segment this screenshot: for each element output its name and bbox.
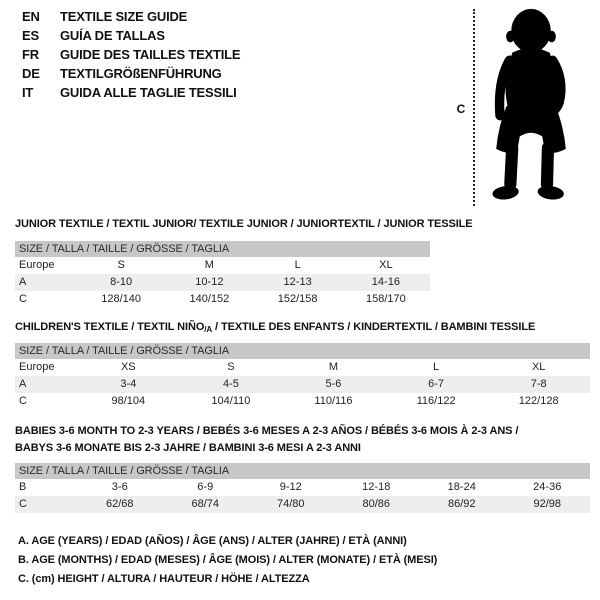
cell: 74/80 [276,498,305,510]
heading-subscript: /A [204,325,213,334]
junior-size-table [15,241,430,308]
cell: 140/152 [189,293,230,305]
legend-line-b: B. AGE (MONTHS) / EDAD (MESES) / ÂGE (MOIS) / ALTER (MONATE) / ETÀ (MESI) [18,554,438,566]
table-row [15,376,590,393]
cell: XL [531,361,546,373]
language-list [22,7,240,102]
size-header-bar: SIZE / TALLA / TAILLE / GRÖSSE / TAGLIA [15,241,430,257]
cell: 8-10 [110,276,133,288]
table-row [15,359,590,376]
cell: XS [120,361,136,373]
measure-legend [18,532,437,589]
cell: 68/74 [191,498,220,510]
language-title: GUIDA ALLE TAGLIE TESSILI [60,85,237,100]
cell: 98/104 [111,395,146,407]
cell: 18-24 [447,481,476,493]
cell: 4-5 [222,378,239,390]
row-label: C [19,293,27,305]
row-label: Europe [19,361,55,373]
language-row [22,64,240,83]
heading-line-2: BABYS 3-6 MONATE BIS 2-3 JAHRE / BAMBINI 3-6 MESI A 2-3 ANNI [15,442,361,454]
language-row [22,83,240,102]
cell: 12-13 [283,276,312,288]
table-row [15,393,590,410]
cell: 10-12 [195,276,224,288]
cell: L [294,259,301,271]
cell: 6-9 [197,481,214,493]
cell: 14-16 [371,276,400,288]
cell: 12-18 [362,481,391,493]
cell: 86/92 [447,498,476,510]
table-row [15,496,590,513]
row-label: A [19,276,27,288]
cell: 7-8 [530,378,547,390]
size-header-bar: SIZE / TALLA / TAILLE / GRÖSSE / TAGLIA [15,343,590,359]
cell: 5-6 [325,378,342,390]
language-title: GUIDE DES TAILLES TEXTILE [60,47,241,62]
height-measure-label: C [456,102,466,116]
cell: 116/122 [416,395,456,407]
cell: 80/86 [362,498,391,510]
language-row [22,7,240,26]
language-title: GUÍA DE TALLAS [60,28,165,43]
language-title: TEXTILGRÖßENFÜHRUNG [60,66,222,81]
size-header-bar: SIZE / TALLA / TAILLE / GRÖSSE / TAGLIA [15,463,590,479]
table-row [15,479,590,496]
cell: 3-4 [120,378,137,390]
cell: 122/128 [518,395,559,407]
language-code: EN [22,9,40,24]
cell: S [227,361,235,373]
cell: M [204,259,214,271]
baby-silhouette [484,7,578,207]
legend-line-c: C. (cm) HEIGHT / ALTURA / HAUTEUR / HÖHE / ALTEZZA [18,573,310,585]
cell: 104/110 [211,395,251,407]
table-row [15,291,430,308]
legend-line-a: A. AGE (YEARS) / EDAD (AÑOS) / ÂGE (ANS) / ALTER (JAHRE) / ETÀ (ANNI) [18,535,407,547]
cell: 62/68 [105,498,134,510]
cell: 6-7 [428,378,445,390]
baby-silhouette-shape [492,9,566,201]
section-heading-junior: JUNIOR TEXTILE / TEXTIL JUNIOR/ TEXTILE JUNIOR / JUNIORTEXTIL / JUNIOR TESSILE [15,218,473,230]
language-row [22,26,240,45]
children-size-table [15,343,590,410]
cell: 3-6 [111,481,128,493]
heading-text: / TEXTILE DES ENFANTS / KINDERTEXTIL / BAMBINI TESSILE [212,321,536,333]
heading-line-1: BABIES 3-6 MONTH TO 2-3 YEARS / BEBÉS 3-6 MESES A 2-3 AÑOS / BÉBÉS 3-6 MOIS À 2-3 ANS / [15,425,519,437]
cell: 152/158 [277,293,318,305]
cell: XL [379,259,393,271]
cell: 128/140 [101,293,141,305]
row-label: C [19,395,27,407]
cell: 158/170 [365,293,406,305]
language-title: TEXTILE SIZE GUIDE [60,9,188,24]
cell: M [328,361,339,373]
row-label: Europe [19,259,55,271]
height-measure-dotted-line [473,9,475,206]
language-code: IT [22,85,34,100]
language-code: ES [22,28,39,43]
section-heading-children [15,319,535,338]
cell: 24-36 [533,481,562,493]
table-row [15,274,430,291]
language-row [22,45,240,64]
table-row [15,257,430,274]
row-label: C [19,498,27,510]
row-label: B [19,481,27,493]
babies-size-table [15,463,590,513]
cell: L [433,361,440,373]
row-label: A [19,378,27,390]
heading-text: CHILDREN'S TEXTILE / TEXTIL NIÑO [15,321,205,333]
cell: 110/116 [314,395,353,407]
cell: S [117,259,125,271]
language-code: FR [22,47,39,62]
cell: 9-12 [279,481,302,493]
cell: 92/98 [533,498,562,510]
section-heading-babies [15,423,518,457]
language-code: DE [22,66,40,81]
